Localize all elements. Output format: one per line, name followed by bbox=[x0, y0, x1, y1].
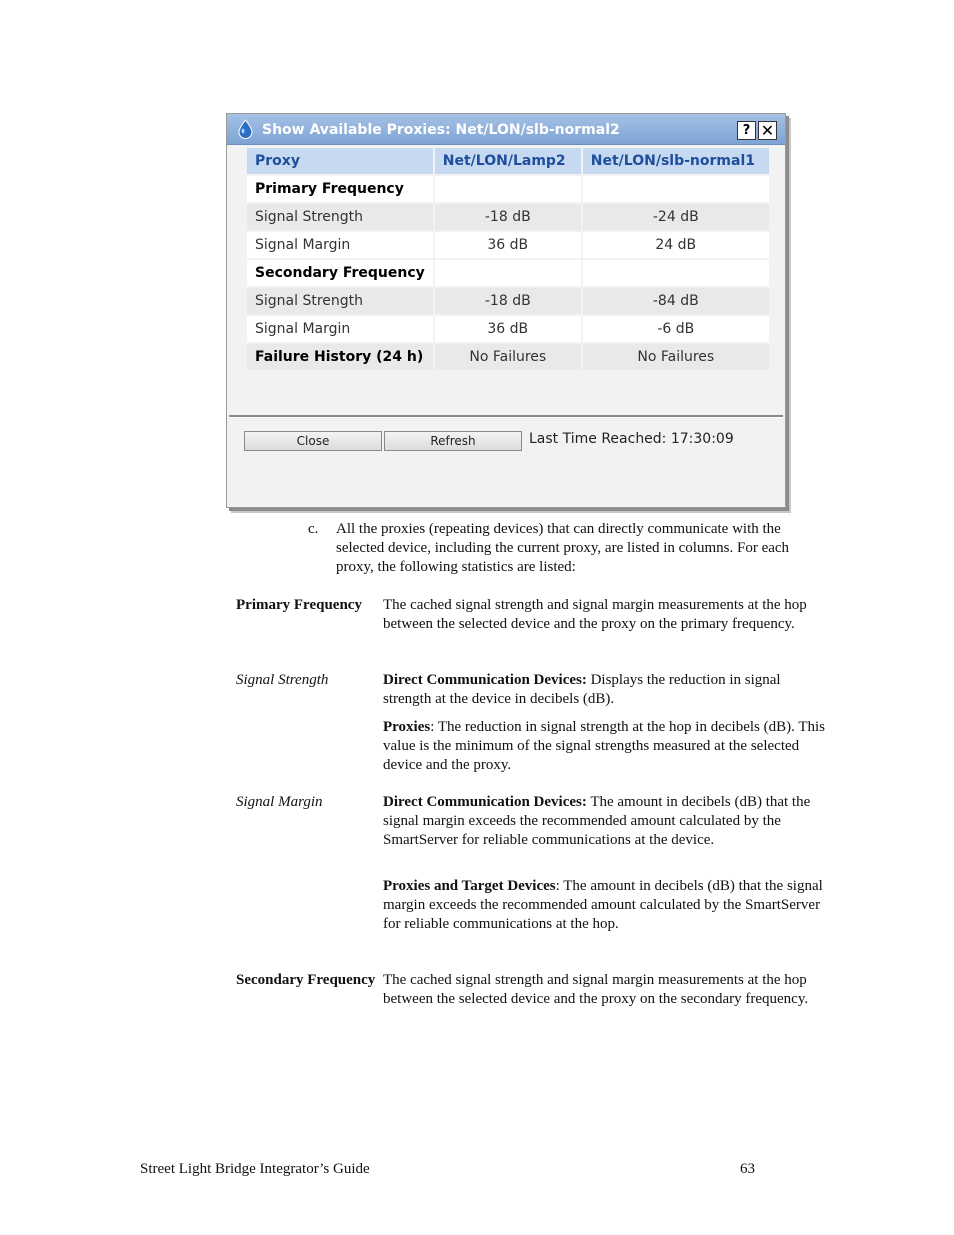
step-c bbox=[308, 520, 828, 577]
desc-text: : The amount in decibels (dB) that the signal margin exceeds the recommended amount calculated by the SmartServer for reliable communications at the hop. bbox=[383, 878, 823, 932]
table-row bbox=[247, 176, 769, 202]
table-row bbox=[247, 288, 769, 314]
table-row bbox=[247, 344, 769, 370]
table-cell: Signal Margin bbox=[247, 232, 433, 258]
table-cell: -24 dB bbox=[583, 204, 769, 230]
table-cell: -6 dB bbox=[583, 316, 769, 342]
desc-text: Displays the reduction in signal strength at the device in decibels (dB). bbox=[383, 672, 781, 707]
table-cell: 36 dB bbox=[435, 232, 581, 258]
droplet-icon bbox=[237, 119, 254, 139]
desc-signal-strength-proxies bbox=[383, 718, 831, 775]
desc-text: The amount in decibels (dB) that the signal margin exceeds the recommended amount calculated by the SmartServer for reliable communications at the device. bbox=[383, 794, 811, 848]
table-header-row bbox=[247, 148, 769, 174]
desc-signal-margin-proxies bbox=[383, 877, 831, 934]
close-icon[interactable]: ✕ bbox=[758, 121, 777, 140]
table-cell: 36 dB bbox=[435, 316, 581, 342]
table-cell bbox=[435, 260, 581, 286]
step-marker: c. bbox=[308, 521, 319, 537]
dialog-title-bar bbox=[227, 114, 785, 145]
help-icon[interactable]: ? bbox=[737, 121, 756, 140]
table-cell: -18 dB bbox=[435, 288, 581, 314]
close-button[interactable]: Close bbox=[244, 431, 382, 451]
column-header-lamp2: Net/LON/Lamp2 bbox=[435, 148, 581, 174]
proxies-dialog bbox=[226, 113, 786, 508]
desc-bold-label: Direct Communication Devices: bbox=[383, 794, 587, 810]
term-signal-margin: Signal Margin bbox=[236, 794, 323, 810]
table-cell: No Failures bbox=[435, 344, 581, 370]
term-signal-strength: Signal Strength bbox=[236, 672, 329, 688]
refresh-button[interactable]: Refresh bbox=[384, 431, 522, 451]
desc-signal-strength-direct bbox=[383, 671, 831, 709]
desc-bold-label: Proxies and Target Devices bbox=[383, 878, 556, 894]
desc-bold-label: Proxies bbox=[383, 719, 431, 735]
table-cell: Secondary Frequency bbox=[247, 260, 433, 286]
page-number: 63 bbox=[740, 1161, 755, 1177]
table-row bbox=[247, 316, 769, 342]
table-cell: 24 dB bbox=[583, 232, 769, 258]
column-header-proxy: Proxy bbox=[247, 148, 433, 174]
table-cell bbox=[583, 176, 769, 202]
desc-signal-margin-direct bbox=[383, 793, 831, 850]
table-cell: Signal Strength bbox=[247, 204, 433, 230]
term-primary-frequency: Primary Frequency bbox=[236, 597, 362, 613]
table-row bbox=[247, 204, 769, 230]
last-time-reached: Last Time Reached: 17:30:09 bbox=[529, 431, 734, 447]
table-cell: Signal Margin bbox=[247, 316, 433, 342]
table-row bbox=[247, 232, 769, 258]
desc-bold-label: Direct Communication Devices: bbox=[383, 672, 587, 688]
table-cell bbox=[435, 176, 581, 202]
proxies-table bbox=[245, 146, 771, 372]
desc-primary-frequency: The cached signal strength and signal margin measurements at the hop between the selected device and the proxy on the primary frequency. bbox=[383, 597, 807, 632]
term-secondary-frequency: Secondary Frequency bbox=[236, 972, 376, 988]
divider bbox=[229, 415, 783, 418]
table-cell: -84 dB bbox=[583, 288, 769, 314]
table-cell: Primary Frequency bbox=[247, 176, 433, 202]
step-text: All the proxies (repeating devices) that can directly communicate with the selected device, including the current proxy, are listed in columns. For each proxy, the following statistics are listed: bbox=[336, 521, 790, 575]
table-cell: Signal Strength bbox=[247, 288, 433, 314]
table-cell bbox=[583, 260, 769, 286]
desc-secondary-frequency: The cached signal strength and signal margin measurements at the hop between the selected device and the proxy on the secondary frequency. bbox=[383, 972, 809, 1007]
table-row bbox=[247, 260, 769, 286]
column-header-slb-normal1: Net/LON/slb-normal1 bbox=[583, 148, 769, 174]
dialog-title: Show Available Proxies: Net/LON/slb-normal2 bbox=[262, 122, 620, 138]
table-cell: Failure History (24 h) bbox=[247, 344, 433, 370]
table-cell: No Failures bbox=[583, 344, 769, 370]
desc-text: : The reduction in signal strength at the hop in decibels (dB). This value is the minimum of the signal strengths measured at the selected device and the proxy. bbox=[383, 719, 826, 773]
table-cell: -18 dB bbox=[435, 204, 581, 230]
footer-guide-title: Street Light Bridge Integrator’s Guide bbox=[140, 1161, 370, 1177]
